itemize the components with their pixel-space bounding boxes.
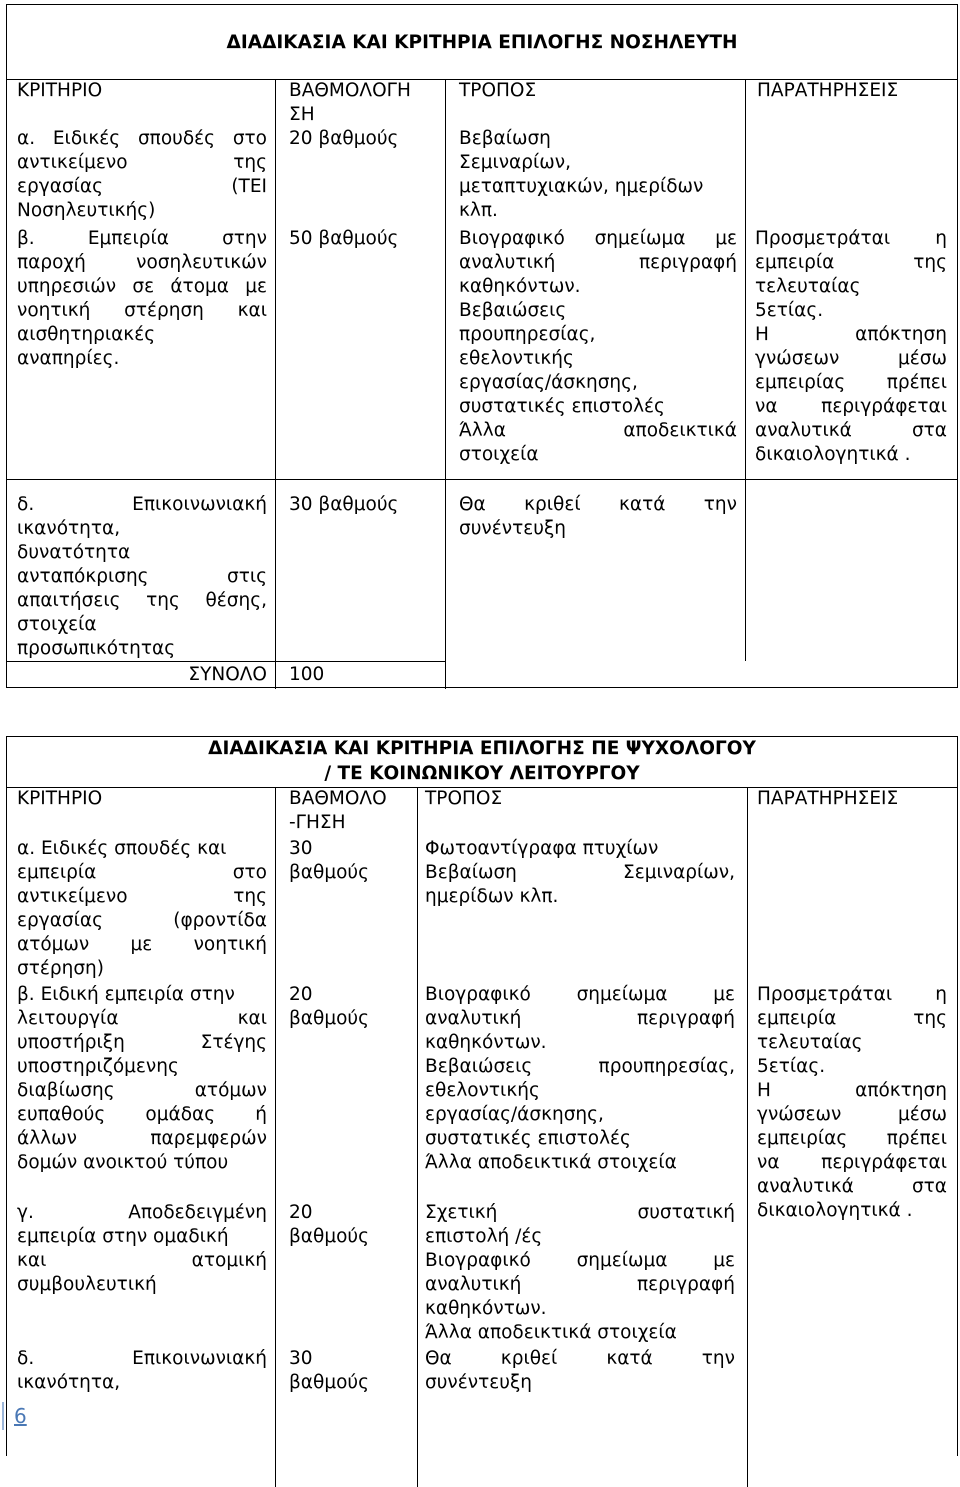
psych-header-criterion: ΚΡΙΤΗΡΙΟ [17, 788, 103, 809]
psych-notes: Προσμετράται η εμπειρία της τελευταίας 5ετίας. Η απόκτηση γνώσεων μέσω εμπειρίας πρέπει να περιγράφεται αναλυτικά στα δικαιολογητικά . [757, 984, 947, 1221]
psych-row-d-criterion: δ. Επικοινωνιακή ικανότητα, [17, 1348, 267, 1393]
psych-row-c-score: 20 βαθμούς [289, 1202, 369, 1247]
nurse-total-label: ΣΥΝΟΛΟ [188, 664, 267, 685]
nurse-table-title: ΔΙΑΔΙΚΑΣΙΑ ΚΑΙ ΚΡΙΤΗΡΙΑ ΕΠΙΛΟΓΗΣ ΝΟΣΗΛΕΥΤΗ [226, 32, 738, 53]
nurse-header-notes: ΠΑΡΑΤΗΡΗΣΕΙΣ [757, 80, 899, 101]
page-number-bar [2, 1402, 4, 1430]
psych-table-title: ΔΙΑΔΙΚΑΣΙΑ ΚΑΙ ΚΡΙΤΗΡΙΑ ΕΠΙΛΟΓΗΣ ΠΕ ΨΥΧΟΛΟΓΟΥ / ΤΕ ΚΟΙΝΩΝΙΚΟΥ ΛΕΙΤΟΥΡΓΟΥ [208, 738, 756, 784]
psych-row-b-criterion: β. Ειδική εμπειρία στην λειτουργία και υποστήριξη Στέγης υποστηριζόμενης διαβίωσης ατόμων ευπαθούς ομάδας ή άλλων παρεμφερών δομών ανοικτού τύπου [17, 984, 267, 1173]
psych-row-b-score: 20 βαθμούς [289, 984, 369, 1029]
nurse-row-a-criterion: α. Ειδικές σπουδές στο αντικείμενο της εργασίας (ΤΕΙ Νοσηλευτικής) [17, 128, 267, 221]
psych-row-d-method: Θα κριθεί κατά την συνέντευξη [425, 1348, 735, 1393]
nurse-criteria-table [6, 4, 958, 688]
nurse-row-a-method: Βεβαίωση Σεμιναρίων, μεταπτυχιακών, ημερίδων κλπ. [459, 128, 704, 221]
nurse-row-b-method: Βιογραφικό σημείωμα με αναλυτική περιγραφή καθηκόντων. Βεβαιώσεις προυπηρεσίας, εθελοντικής εργασίας/άσκησης, συστατικές επιστολές Άλλα αποδεικτικά στοιχεία [459, 228, 737, 465]
nurse-row-b-score: 50 βαθμούς [289, 228, 399, 249]
nurse-row-b-notes: Προσμετράται η εμπειρία της τελευταίας 5ετίας. Η απόκτηση γνώσεων μέσω εμπειρίας πρέπει να περιγράφεται αναλυτικά στα δικαιολογητικά . [755, 228, 947, 465]
psych-header-method: ΤΡΟΠΟΣ [425, 788, 503, 809]
psych-row-b-method: Βιογραφικό σημείωμα με αναλυτική περιγραφή καθηκόντων. Βεβαιώσεις προυπηρεσίας, εθελοντικής εργασίας/άσκησης, συστατικές επιστολές Άλλα αποδεικτικά στοιχεία [425, 984, 735, 1173]
psych-row-d-score: 30 βαθμούς [289, 1348, 369, 1393]
nurse-row-d-score: 30 βαθμούς [289, 494, 399, 515]
nurse-row-d-criterion: δ. Επικοινωνιακή ικανότητα, δυνατότητα ανταπόκρισης στις απαιτήσεις της θέσης, στοιχεία προσωπικότητας [17, 494, 267, 659]
psych-row-a-score: 30 βαθμούς [289, 838, 369, 883]
psych-header-score: ΒΑΘΜΟΛΟ -ΓΗΣΗ [289, 788, 387, 833]
nurse-header-criterion: ΚΡΙΤΗΡΙΟ [17, 80, 103, 101]
psych-header-notes: ΠΑΡΑΤΗΡΗΣΕΙΣ [757, 788, 899, 809]
psychologist-criteria-table [6, 736, 958, 1456]
psych-row-c-method: Σχετική συστατική επιστολή /ές Βιογραφικό σημείωμα με αναλυτική περιγραφή καθηκόντων. Άλλα αποδεικτικά στοιχεία [425, 1202, 735, 1343]
psych-row-a-criterion: α. Ειδικές σπουδές και εμπειρία στο αντικείμενο της εργασίας (φροντίδα ατόμων με νοητική στέρηση) [17, 838, 267, 979]
nurse-row-a-score: 20 βαθμούς [289, 128, 399, 149]
nurse-row-b-criterion: β. Εμπειρία στην παροχή νοσηλευτικών υπηρεσιών σε άτομα με νοητική στέρηση και αισθητηριακές αναπηρίες. [17, 228, 267, 369]
nurse-row-d-method: Θα κριθεί κατά την συνέντευξη [459, 494, 737, 539]
psych-row-a-method: Φωτοαντίγραφα πτυχίων Βεβαίωση Σεμιναρίων, ημερίδων κλπ. [425, 838, 735, 907]
page-number: 6 [14, 1404, 27, 1428]
psych-row-c-criterion: γ. Αποδεδειγμένη εμπειρία στην ομαδική και ατομική συμβουλευτική [17, 1202, 267, 1295]
nurse-total-value: 100 [289, 664, 325, 685]
nurse-header-score: ΒΑΘΜΟΛΟΓΗ ΣΗ [289, 80, 411, 125]
nurse-header-method: ΤΡΟΠΟΣ [459, 80, 537, 101]
